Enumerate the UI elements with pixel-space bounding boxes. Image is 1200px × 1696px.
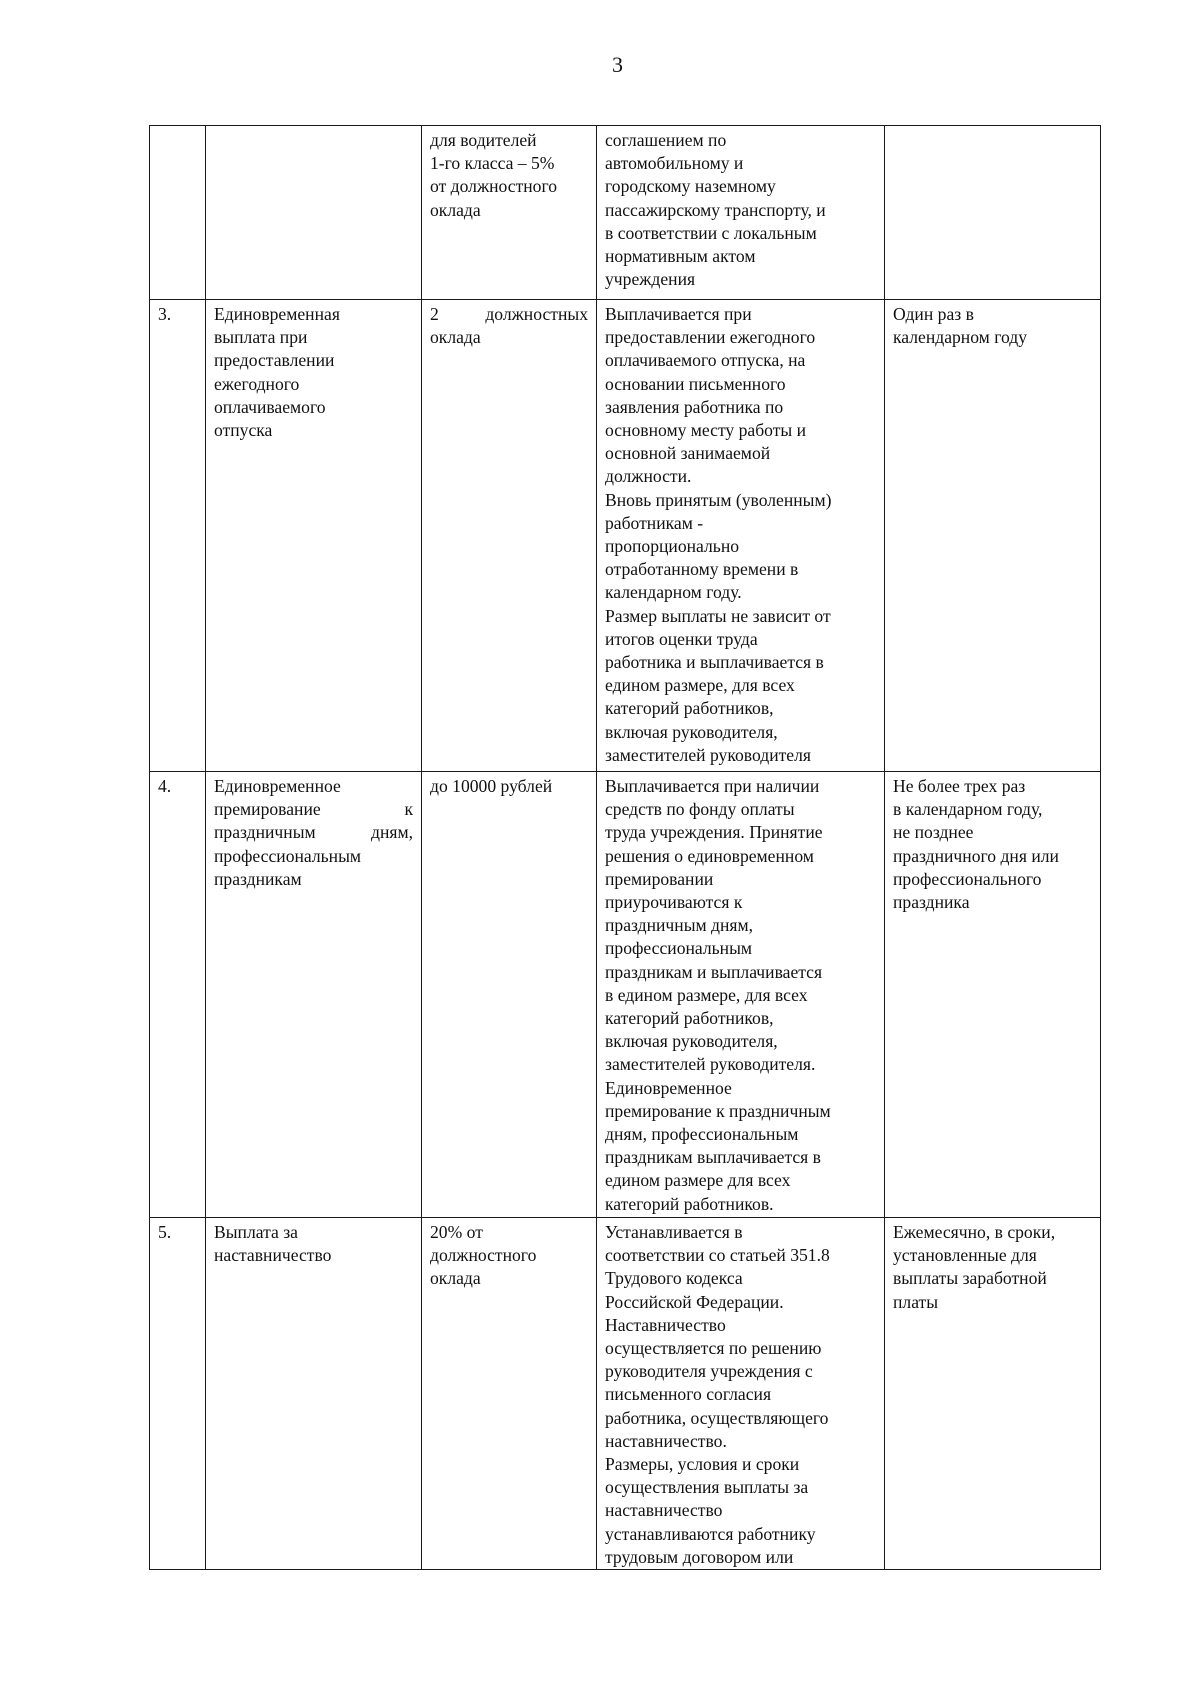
conditions-text-line: основному месту работы и [605, 420, 807, 441]
payment-frequency-cell [885, 300, 1101, 772]
conditions-text-line: наставничество. [605, 1430, 727, 1451]
conditions-text-line: соглашением по [605, 130, 727, 150]
conditions-text-line: итогов оценки труда [605, 628, 758, 649]
table-row [150, 772, 1101, 1218]
amount-text-line: 20% от [430, 1222, 483, 1242]
payment-name-cell [206, 126, 422, 300]
conditions-text-line: отработанному времени в [605, 559, 799, 580]
name-text-line: праздникам [214, 868, 302, 889]
conditions-text-line: праздникам выплачивается в [605, 1147, 821, 1168]
frequency-text-line: Ежемесячно, в сроки, [893, 1222, 1056, 1242]
conditions-text-line: руководителя учреждения с [605, 1361, 813, 1382]
payment-amount-cell [422, 772, 597, 1218]
conditions-text-line: решения о единовременном [605, 845, 814, 866]
name-text-line: Выплата за [214, 1222, 298, 1242]
payment-conditions-cell [597, 300, 885, 772]
conditions-text-line: Выплачивается при [605, 304, 752, 324]
conditions-text-line: праздничным дням, [605, 915, 754, 936]
conditions-text-line: календарном году. [605, 582, 742, 603]
conditions-text-line: едином размере для всех [605, 1170, 791, 1191]
conditions-text-line: в соответствии с локальным [605, 222, 817, 243]
amount-text-line: 1-го класса – 5% [430, 153, 555, 174]
name-text-line: выплата при [214, 327, 308, 348]
row-number-text: 3. [158, 304, 172, 324]
table-row [150, 126, 1101, 300]
name-text-line: наставничество [214, 1245, 332, 1266]
conditions-text-line: приурочиваются к [605, 892, 743, 913]
conditions-text-line: премировании [605, 868, 714, 889]
conditions-text-line: оплачиваемого отпуска, на [605, 350, 806, 371]
frequency-text-line: установленные для [893, 1245, 1037, 1266]
conditions-text-line: средств по фонду оплаты [605, 799, 795, 820]
conditions-text-line: трудовым договором или [605, 1546, 794, 1567]
conditions-text-line: включая руководителя, [605, 1031, 778, 1052]
name-text-line: праздничным дням, [214, 822, 413, 843]
conditions-text-line: труда учреждения. Принятие [605, 822, 823, 843]
frequency-text-line: профессионального [893, 868, 1042, 889]
row-number-cell [150, 300, 206, 772]
conditions-text-line: устанавливаются работнику [605, 1523, 816, 1544]
frequency-text-line: праздника [893, 892, 970, 913]
amount-text-line: 2 должностных [430, 304, 588, 324]
row-number-text: 5. [158, 1222, 172, 1242]
conditions-text-line: премирование к праздничным [605, 1100, 831, 1121]
amount-text-line: должностного [430, 1245, 537, 1266]
frequency-text-line: праздничного дня или [893, 845, 1059, 866]
conditions-text-line: Российской Федерации. [605, 1291, 784, 1312]
conditions-text-line: работникам - [605, 512, 704, 533]
conditions-text-line: Размеры, условия и сроки [605, 1454, 800, 1475]
conditions-text-line: в едином размере, для всех [605, 984, 808, 1005]
name-text-line: премирование к [214, 799, 413, 820]
payment-amount-cell [422, 1218, 597, 1570]
frequency-text-line: платы [893, 1291, 939, 1312]
conditions-text-line: Трудового кодекса [605, 1268, 743, 1289]
conditions-text-line: нормативным актом [605, 246, 756, 267]
amount-text-line: оклада [430, 327, 481, 348]
conditions-text-line: Вновь принятым (уволенным) [605, 489, 832, 510]
payments-table [149, 125, 1101, 1570]
row-number-text: 4. [158, 776, 172, 796]
conditions-text-line: предоставлении ежегодного [605, 327, 816, 348]
amount-text-line: от должностного [430, 176, 558, 197]
payment-amount-cell [422, 126, 597, 300]
name-text-line: оплачиваемого [214, 396, 326, 417]
conditions-text-line: осуществления выплаты за [605, 1477, 809, 1498]
page-number: 3 [612, 52, 623, 77]
conditions-text-line: наставничество [605, 1500, 723, 1521]
amount-text-line: до 10000 рублей [430, 776, 553, 796]
payment-frequency-cell [885, 772, 1101, 1218]
conditions-text-line: едином размере, для всех [605, 675, 795, 696]
name-text-line: отпуска [214, 420, 273, 441]
frequency-text-line: не позднее [893, 822, 974, 843]
conditions-text-line: Устанавливается в [605, 1222, 743, 1242]
frequency-text-line: Один раз в [893, 304, 974, 324]
amount-text-line: оклада [430, 199, 481, 220]
conditions-text-line: письменного согласия [605, 1384, 772, 1405]
conditions-text-line: должности. [605, 466, 692, 487]
frequency-text-line: в календарном году, [893, 799, 1043, 820]
conditions-text-line: профессиональным [605, 938, 753, 959]
payment-frequency-cell [885, 1218, 1101, 1570]
conditions-text-line: Размер выплаты не зависит от [605, 605, 831, 626]
conditions-text-line: заместителей руководителя [605, 744, 811, 765]
conditions-text-line: заместителей руководителя. [605, 1054, 816, 1075]
frequency-text-line: выплаты заработной [893, 1268, 1047, 1289]
payment-conditions-cell [597, 772, 885, 1218]
table-row [150, 1218, 1101, 1570]
amount-text-line: оклада [430, 1268, 481, 1289]
conditions-text-line: учреждения [605, 269, 696, 290]
conditions-text-line: Наставничество [605, 1314, 726, 1335]
conditions-text-line: заявления работника по [605, 396, 784, 417]
payment-frequency-cell [885, 126, 1101, 300]
conditions-text-line: включая руководителя, [605, 721, 778, 742]
conditions-text-line: работника, осуществляющего [605, 1407, 829, 1428]
conditions-text-line: категорий работников, [605, 698, 774, 719]
row-number-cell [150, 126, 206, 300]
table-row [150, 300, 1101, 772]
conditions-text-line: городскому наземному [605, 176, 776, 197]
row-number-cell [150, 772, 206, 1218]
name-text-line: ежегодного [214, 373, 300, 394]
conditions-text-line: пропорционально [605, 536, 740, 557]
payment-name-cell [206, 772, 422, 1218]
payment-conditions-cell [597, 1218, 885, 1570]
conditions-text-line: автомобильному и [605, 153, 744, 174]
name-text-line: Единовременная [214, 304, 340, 324]
conditions-text-line: Единовременное [605, 1077, 732, 1098]
conditions-text-line: осуществляется по решению [605, 1338, 822, 1359]
amount-text-line: для водителей [430, 130, 537, 150]
payment-name-cell [206, 1218, 422, 1570]
conditions-text-line: основной занимаемой [605, 443, 771, 464]
conditions-text-line: дням, профессиональным [605, 1124, 799, 1145]
name-text-line: предоставлении [214, 350, 335, 371]
payment-amount-cell [422, 300, 597, 772]
conditions-text-line: Выплачивается при наличии [605, 776, 820, 796]
frequency-text-line: Не более трех раз [893, 776, 1026, 796]
payment-name-cell [206, 300, 422, 772]
conditions-text-line: категорий работников. [605, 1193, 774, 1214]
conditions-text-line: работника и выплачивается в [605, 652, 824, 673]
conditions-text-line: соответствии со статьей 351.8 [605, 1245, 830, 1266]
conditions-text-line: категорий работников, [605, 1008, 774, 1029]
payment-conditions-cell [597, 126, 885, 300]
conditions-text-line: основании письменного [605, 373, 786, 394]
frequency-text-line: календарном году [893, 327, 1028, 348]
name-text-line: профессиональным [214, 845, 362, 866]
row-number-cell [150, 1218, 206, 1570]
conditions-text-line: пассажирскому транспорту, и [605, 199, 826, 220]
name-text-line: Единовременное [214, 776, 341, 796]
conditions-text-line: праздникам и выплачивается [605, 961, 823, 982]
